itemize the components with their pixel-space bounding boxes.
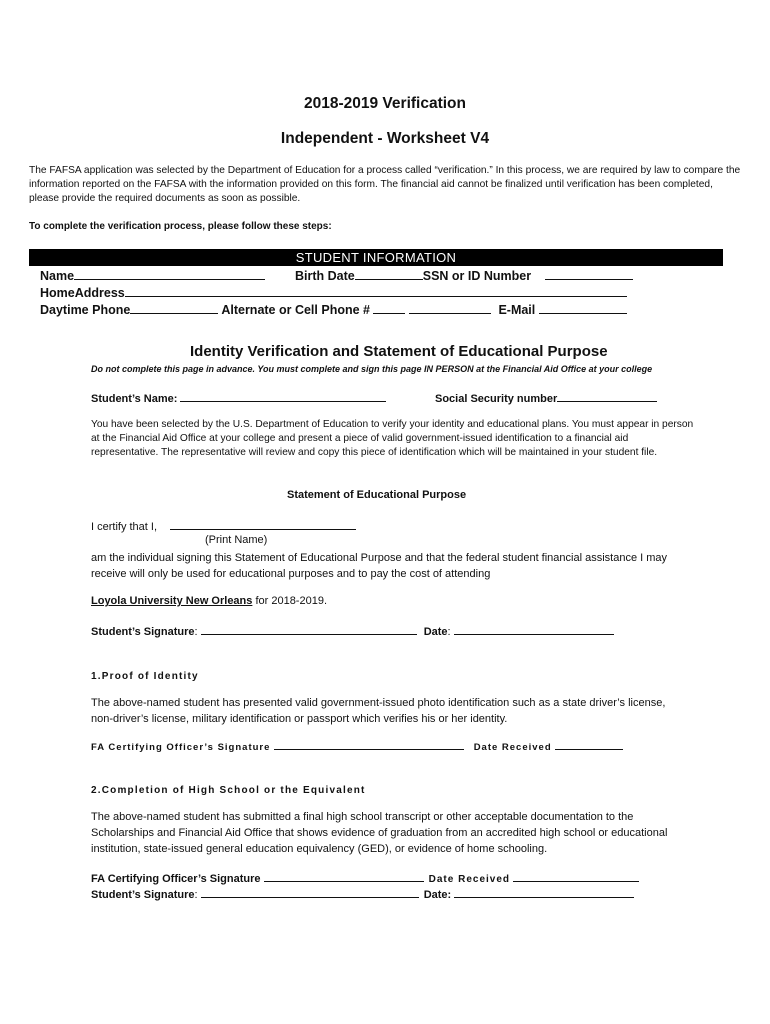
- birth-date-label: Birth Date: [295, 269, 355, 283]
- completion-paragraph: The above-named student has submitted a final high school transcript or other acceptable documentation to the Scholarships and Financial Aid Office that shows evidence of graduation from an accredited high school or educational institution, state-issued general education equivalency (GED), or evidence of home schooling.: [91, 811, 668, 855]
- student-information-bar: STUDENT INFORMATION: [29, 249, 723, 266]
- proof-identity-paragraph: The above-named student has presented valid government-issued photo identification such as a state driver’s license, non-driver’s license, military identification or passport which verifies his or her identity.: [91, 697, 666, 725]
- proof-date-label: Date Received: [473, 742, 552, 753]
- statement-signature-label: Student’s Signature: [91, 626, 195, 638]
- certify-row: [91, 518, 356, 533]
- completion-officer-label: FA Certifying Officer’s Signature: [91, 873, 261, 885]
- print-name-field[interactable]: [170, 518, 356, 530]
- completion-signature-field[interactable]: [201, 886, 419, 898]
- alt-phone-label: Alternate or Cell Phone #: [221, 303, 370, 317]
- ssn-label: Social Security number: [435, 393, 558, 405]
- statement-signature-field[interactable]: [201, 623, 417, 635]
- name-row: [40, 268, 265, 283]
- completion-date-received-field[interactable]: [513, 870, 639, 882]
- daytime-phone-label: Daytime Phone: [40, 303, 131, 317]
- completion-date-received-label: Date Received: [428, 874, 511, 885]
- student-name-row: [91, 390, 386, 405]
- school-row: [91, 595, 327, 607]
- birth-date-field[interactable]: [355, 268, 423, 280]
- completion-heading: 2.Completion of High School or the Equivalent: [91, 785, 366, 796]
- print-name-caption: (Print Name): [205, 534, 268, 546]
- proof-officer-row: [91, 740, 623, 753]
- steps-instruction: To complete the verification process, please follow these steps:: [29, 221, 332, 232]
- identity-note: Do not complete this page in advance. You must complete and sign this page IN PERSON at the Financial Aid Office at your college: [91, 364, 653, 374]
- completion-signature-label: Student’s Signature: [91, 889, 195, 901]
- home-address-field[interactable]: [125, 285, 627, 297]
- alt-phone-field[interactable]: [409, 302, 491, 314]
- name-field[interactable]: [74, 268, 265, 280]
- ssn-row: [435, 390, 657, 405]
- student-name-label: Student’s Name:: [91, 393, 178, 405]
- school-name: Loyola University New Orleans: [91, 595, 253, 607]
- daytime-phone-field[interactable]: [130, 302, 218, 314]
- statement-signature-row: Student’s Signature: Date:: [91, 623, 614, 638]
- completion-officer-field[interactable]: [264, 870, 424, 882]
- proof-officer-field[interactable]: [274, 740, 464, 750]
- student-name-field[interactable]: [180, 390, 386, 402]
- home-address-row: [40, 285, 627, 300]
- identity-heading: Identity Verification and Statement of Educational Purpose: [190, 343, 608, 360]
- proof-identity-heading: 1.Proof of Identity: [91, 671, 199, 682]
- ssn-id-field[interactable]: [545, 268, 633, 280]
- name-label: Name: [40, 269, 75, 283]
- phone-row: [40, 302, 627, 317]
- ssn-field[interactable]: [557, 390, 657, 402]
- statement-date-label: Date: [423, 626, 448, 638]
- email-field[interactable]: [539, 302, 627, 314]
- completion-date-label: Date:: [423, 889, 452, 901]
- home-address-label: HomeAddress: [40, 286, 125, 300]
- certify-label: I certify that I,: [91, 521, 158, 533]
- proof-officer-label: FA Certifying Officer’s Signature: [91, 742, 271, 753]
- alt-phone-area-field[interactable]: [373, 302, 405, 314]
- page-subtitle: Independent - Worksheet V4: [280, 130, 490, 147]
- page-title: 2018-2019 Verification: [304, 95, 466, 112]
- statement-heading: Statement of Educational Purpose: [287, 489, 467, 501]
- statement-body: am the individual signing this Statement of Educational Purpose and that the federal student financial assistance I may receive will only be used for educational purposes and to pay the cost of attending: [91, 552, 668, 580]
- completion-date-field[interactable]: [454, 886, 634, 898]
- statement-date-field[interactable]: [454, 623, 614, 635]
- ssn-id-label: SSN or ID Number: [422, 269, 532, 283]
- email-label: E-Mail: [498, 303, 536, 317]
- completion-officer-row: [91, 870, 639, 885]
- completion-signature-row: Student’s Signature: Date:: [91, 886, 634, 901]
- identity-paragraph: You have been selected by the U.S. Department of Education to verify your identity and educational plans. You must appear in person at the Financial Aid Office at your college and present a piece of valid government-issued identification to a financial aid representative. The representative will review and copy this piece of identification which will be maintained in your student file.: [91, 419, 694, 458]
- intro-paragraph: The FAFSA application was selected by the Department of Education for a process called “verification.” In this process, we are required by law to compare the information reported on the FAFSA with the information provided on this form. The financial aid cannot be finalized until verification has been completed, please provide the required documents as soon as possible.: [29, 165, 741, 204]
- birth-date-row: [295, 268, 633, 283]
- school-year: for 2018-2019.: [252, 595, 328, 607]
- proof-date-field[interactable]: [555, 740, 623, 750]
